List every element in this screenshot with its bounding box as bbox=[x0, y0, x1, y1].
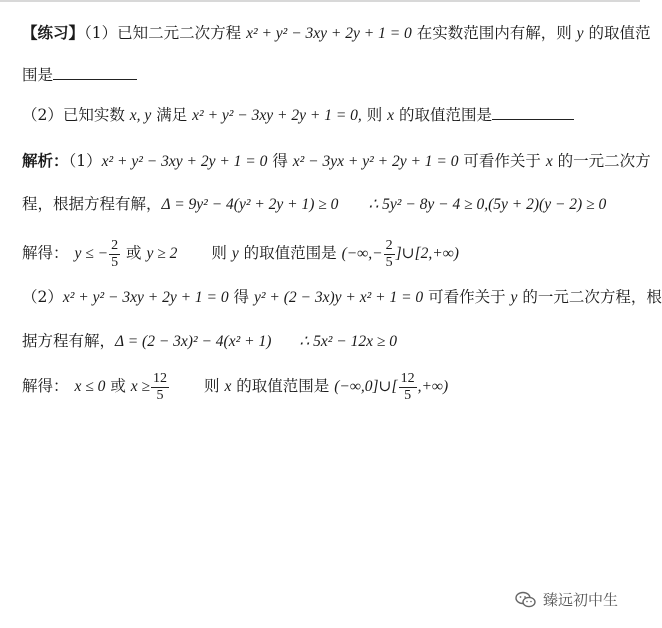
q1-text-line2: 围是 bbox=[22, 66, 54, 84]
p2-l1-d: 的一元二次方程，根 bbox=[517, 288, 662, 306]
solution-p2-line1 bbox=[22, 286, 662, 309]
practice-q2-line bbox=[22, 104, 622, 127]
solution-p1-line2 bbox=[22, 193, 622, 216]
p2-l3-c: 的取值范围是 bbox=[231, 377, 335, 395]
p1-l3-eq2: y ≥ 2 bbox=[146, 245, 178, 262]
q2-variable: x bbox=[387, 107, 395, 124]
frac-denominator: 5 bbox=[404, 387, 412, 403]
frac-denominator: 5 bbox=[156, 387, 164, 403]
p2-l3-var: x bbox=[224, 378, 232, 395]
p1-l3-range-start: (−∞,− bbox=[341, 245, 383, 262]
p2-l1-var: y bbox=[510, 289, 518, 306]
p2-l3-eq2: x ≥ bbox=[130, 378, 151, 395]
q1-text-pre: （1）已知二元二次方程 bbox=[84, 24, 247, 42]
wechat-icon bbox=[515, 591, 537, 609]
q2-equation: x² + y² − 3xy + 2y + 1 = 0, bbox=[192, 107, 362, 124]
p2-l2-b: ∴ 5x² − 12x ≥ 0 bbox=[299, 333, 397, 350]
p1-l3-or: 或 bbox=[121, 244, 147, 262]
p1-l2-eq: Δ = 9y² − 4(y² + 2y + 1) ≥ 0 bbox=[161, 196, 339, 213]
p2-l3-eq1: x ≤ 0 bbox=[74, 378, 106, 395]
fraction-range-twelve-fifths bbox=[399, 371, 417, 404]
q1-text-post: 在实数范围内有解，则 bbox=[411, 24, 577, 42]
q1-variable: y bbox=[576, 25, 584, 42]
q2-vars: x, y bbox=[129, 107, 152, 124]
watermark-text: 臻远初中生 bbox=[542, 591, 618, 609]
p1-l3-a: 解得： bbox=[22, 244, 69, 262]
p1-l1-d: 的一元二次方 bbox=[552, 152, 651, 170]
fraction-neg-two-fifths bbox=[109, 238, 120, 271]
p2-l3-b: 则 bbox=[204, 377, 225, 395]
p1-l1-c: 可看作关于 bbox=[458, 152, 546, 170]
q2-text-end: 的取值范围是 bbox=[394, 106, 492, 124]
p2-l3-or: 或 bbox=[105, 377, 131, 395]
practice-q1-line2 bbox=[22, 64, 622, 86]
p2-l1-eq2: y² + (2 − 3x)y + x² + 1 = 0 bbox=[253, 289, 424, 306]
p1-l3-range-end: ]∪[2,+∞) bbox=[395, 245, 459, 262]
p2-l1-a: （2） bbox=[22, 288, 63, 306]
q2-text-mid: 满足 bbox=[151, 106, 193, 124]
p1-l1-b: 得 bbox=[267, 152, 293, 170]
practice-tag: 【练习】 bbox=[22, 23, 85, 42]
p1-l2-a: 程，根据方程有解， bbox=[22, 195, 162, 213]
p2-l1-c: 可看作关于 bbox=[423, 288, 511, 306]
top-border bbox=[0, 0, 640, 2]
solution-p1-line3 bbox=[22, 233, 622, 274]
p1-l1-a: （1） bbox=[68, 152, 102, 170]
p2-l3-range-end: ,+∞) bbox=[417, 378, 449, 395]
p2-l3-range-start: (−∞,0]∪[ bbox=[334, 378, 398, 395]
p1-l3-var: y bbox=[231, 245, 239, 262]
frac-numerator: 2 bbox=[385, 237, 393, 253]
solution-label: 解析： bbox=[22, 151, 69, 170]
fraction-twelve-fifths bbox=[151, 371, 169, 404]
frac-numerator: 12 bbox=[153, 370, 168, 386]
q1-equation: x² + y² − 3xy + 2y + 1 = 0 bbox=[246, 25, 412, 42]
frac-numerator: 2 bbox=[111, 237, 119, 253]
q1-text-end: 的取值范 bbox=[583, 24, 651, 42]
p1-l1-eq2: x² − 3yx + y² + 2y + 1 = 0 bbox=[292, 153, 459, 170]
p1-l3-c: 的取值范围是 bbox=[238, 244, 342, 262]
frac-numerator: 12 bbox=[400, 370, 415, 386]
p1-l1-eq1: x² + y² − 3xy + 2y + 1 = 0 bbox=[101, 153, 268, 170]
frac-denominator: 5 bbox=[111, 254, 119, 270]
p2-l2-eq: Δ = (2 − 3x)² − 4(x² + 1) bbox=[115, 333, 272, 350]
q2-answer-blank[interactable] bbox=[492, 105, 574, 120]
q2-text-then: 则 bbox=[361, 106, 388, 124]
p2-l1-eq1: x² + y² − 3xy + 2y + 1 = 0 bbox=[62, 289, 229, 306]
p1-l2-b: ∴ 5y² − 8y − 4 ≥ 0,(5y + 2)(y − 2) ≥ 0 bbox=[368, 196, 607, 213]
watermark bbox=[515, 589, 618, 610]
fraction-range-two-fifths bbox=[384, 238, 395, 271]
p1-l1-var: x bbox=[545, 153, 553, 170]
practice-q1-line1 bbox=[22, 22, 651, 45]
frac-denominator: 5 bbox=[385, 254, 393, 270]
solution-p1-line1 bbox=[22, 150, 651, 173]
q1-answer-blank[interactable] bbox=[53, 65, 137, 80]
p1-l3-b: 则 bbox=[211, 244, 232, 262]
p2-l1-b: 得 bbox=[228, 288, 254, 306]
p2-l3-a: 解得： bbox=[22, 377, 69, 395]
solution-p2-line2 bbox=[22, 330, 622, 353]
solution-p2-line3 bbox=[22, 366, 622, 407]
p1-l3-eq1: y ≤ − bbox=[74, 245, 109, 262]
q2-text-pre: （2）已知实数 bbox=[22, 106, 130, 124]
p2-l2-a: 据方程有解， bbox=[22, 332, 116, 350]
